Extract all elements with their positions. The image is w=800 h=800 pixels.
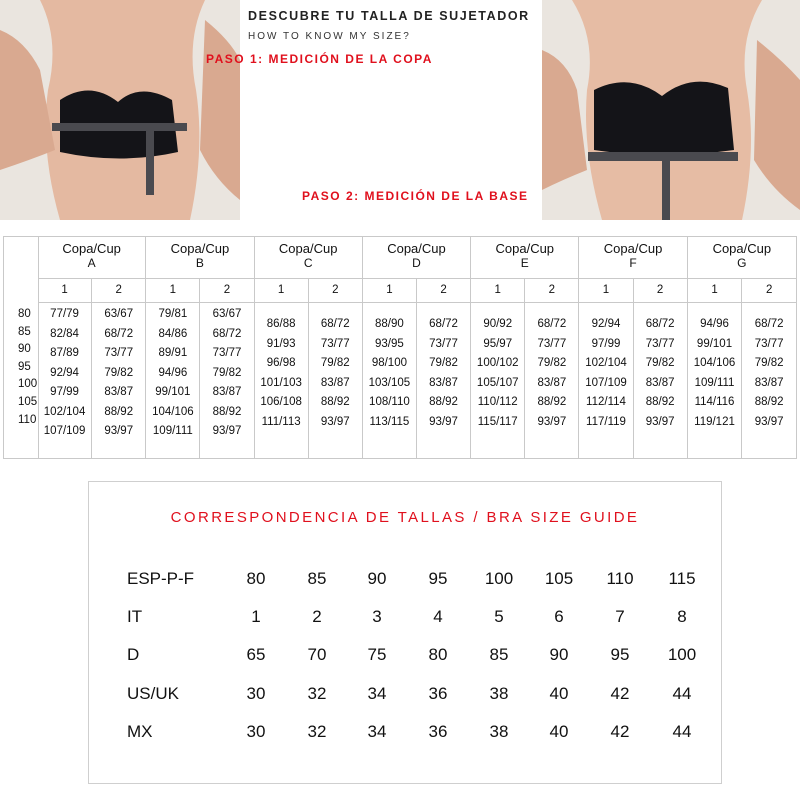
table-cell: 63/67 [212, 308, 242, 320]
size-guide-value: 85 [307, 569, 327, 588]
size-guide-value: 100 [484, 569, 514, 588]
cup-header-label: Copa/Cup [170, 241, 230, 256]
table-cell: 86/88 [266, 318, 296, 330]
table-cell: 68/72 [429, 318, 458, 330]
table-cell: 93/97 [429, 415, 458, 428]
table-cell: 110/112 [477, 396, 518, 408]
table-cell: 83/87 [212, 386, 242, 398]
subheader-2: 2 [765, 284, 773, 296]
cup-header-label: Copa/Cup [495, 241, 555, 256]
size-guide-value: 7 [615, 607, 625, 626]
size-guide-value: 42 [610, 722, 630, 741]
cup-header [471, 237, 578, 279]
table-cell: 113/115 [369, 415, 410, 428]
table-cell: 83/87 [645, 376, 675, 389]
subheader-1: 1 [146, 279, 200, 302]
cup-header-letter: F [629, 256, 637, 270]
cup-header [579, 237, 686, 279]
band-size-column [4, 237, 39, 458]
table-cell: 109/111 [694, 376, 735, 389]
table-cell: 107/109 [43, 425, 86, 437]
table-cell: 93/97 [104, 425, 134, 437]
size-guide-value: 8 [677, 607, 687, 626]
size-guide-value: 34 [367, 684, 387, 703]
cup-subheader [363, 279, 470, 303]
subheader-2: 2 [115, 284, 122, 296]
table-cell: 89/91 [158, 347, 188, 359]
table-cell: 73/77 [645, 337, 675, 350]
table-cell: 88/92 [104, 405, 134, 418]
cup-subheader [38, 279, 145, 303]
table-cell: 79/82 [537, 357, 567, 369]
band-size-label: 95 [18, 360, 31, 373]
cup-subcolumn [38, 303, 92, 459]
subheader-2: 2 [548, 284, 556, 296]
band-size-label: 80 [18, 308, 31, 320]
step2-label: PASO 2: MEDICIÓN DE LA BASE [302, 189, 529, 203]
size-guide-title: CORRESPONDENCIA DE TALLAS / BRA SIZE GUIDE [170, 509, 640, 526]
subheader-1: 1 [255, 279, 309, 302]
cup-subcolumn [200, 303, 253, 459]
table-cell: 92/94 [50, 366, 79, 379]
table-cell: 97/99 [591, 337, 621, 350]
cup-header [146, 237, 253, 279]
cup-subcolumn [146, 303, 200, 459]
table-cell: 111/113 [261, 415, 301, 428]
size-guide-value: 80 [428, 645, 448, 664]
cup-measurement-photo [0, 0, 240, 220]
cup-subcolumn [579, 303, 633, 459]
table-cell: 109/111 [152, 425, 193, 437]
size-guide-value: 34 [367, 722, 387, 741]
table-cell: 104/106 [693, 357, 736, 369]
table-cell: 68/72 [537, 318, 567, 330]
cup-subheader [471, 279, 578, 303]
table-cell: 108/110 [369, 396, 410, 408]
table-cell: 63/67 [104, 308, 134, 320]
size-guide-value: 6 [554, 607, 564, 626]
table-cell: 88/92 [645, 396, 675, 408]
size-guide-value: 36 [428, 684, 448, 703]
cup-subcolumn [417, 303, 470, 459]
table-cell: 88/90 [375, 318, 404, 330]
table-cell: 100/102 [476, 357, 519, 369]
table-cell: 93/97 [320, 415, 350, 428]
table-cell: 117/119 [586, 415, 626, 428]
table-cell: 94/96 [700, 318, 729, 330]
table-cell: 73/77 [320, 337, 350, 350]
size-guide-row [89, 717, 721, 747]
cup-header-label: Copa/Cup [603, 241, 663, 256]
size-guide-value: 85 [489, 645, 509, 664]
size-guide-row [89, 564, 721, 594]
page-title: DESCUBRE TU TALLA DE SUJETADOR [248, 9, 530, 23]
size-guide-value: 44 [672, 684, 692, 703]
cup-header-label: Copa/Cup [712, 241, 772, 256]
table-cell: 102/104 [43, 405, 86, 418]
table-cell: 83/87 [429, 376, 458, 389]
size-guide-box [88, 481, 722, 784]
cup-subcolumn [688, 303, 743, 459]
page-subtitle: HOW TO KNOW MY SIZE? [248, 31, 411, 42]
cup-header-label: Copa/Cup [278, 241, 338, 256]
table-cell: 83/87 [754, 376, 784, 389]
cup-subcolumn [255, 303, 309, 459]
cup-subcolumn [634, 303, 687, 459]
cup-column-g [688, 237, 796, 458]
table-cell: 82/84 [50, 327, 79, 340]
table-cell: 79/82 [645, 357, 675, 369]
table-cell: 97/99 [50, 386, 79, 398]
table-cell: 84/86 [158, 327, 188, 340]
size-guide-row-label: ESP-P-F [127, 569, 195, 588]
subheader-2: 2 [332, 284, 339, 296]
bra-size-table [3, 236, 797, 459]
subheader-1: 1 [579, 279, 633, 302]
table-cell: 104/106 [152, 405, 194, 418]
size-guide-value: 80 [246, 569, 266, 588]
table-cell: 99/101 [155, 386, 191, 398]
cup-body [146, 303, 253, 459]
table-cell: 83/87 [537, 376, 567, 389]
cup-header-letter: E [520, 256, 529, 270]
table-cell: 88/92 [212, 405, 242, 418]
band-size-label: 90 [18, 343, 31, 356]
cup-subheader [688, 279, 796, 303]
table-cell: 90/92 [483, 318, 513, 330]
cup-body [688, 303, 796, 459]
table-cell: 106/108 [260, 396, 302, 408]
table-cell: 101/103 [260, 376, 302, 389]
band-size-label: 105 [18, 395, 38, 408]
table-cell: 79/82 [754, 357, 784, 369]
cup-subcolumn [742, 303, 796, 459]
size-guide-row-label: D [127, 645, 140, 664]
subheader-2: 2 [656, 284, 664, 296]
size-guide-value: 42 [610, 684, 630, 703]
cup-header-letter: A [87, 256, 96, 270]
table-cell: 93/97 [754, 415, 784, 428]
subheader-2: 2 [223, 284, 231, 296]
size-guide-row-label: IT [127, 607, 143, 626]
cup-subcolumn [309, 303, 362, 459]
band-size-label: 110 [18, 413, 37, 426]
size-guide-value: 38 [489, 684, 509, 703]
table-cell: 112/114 [586, 396, 626, 408]
cup-column-c [255, 237, 363, 458]
table-cell: 79/82 [320, 357, 350, 369]
table-cell: 73/77 [212, 347, 242, 359]
table-cell: 94/96 [158, 366, 188, 379]
table-cell: 96/98 [266, 357, 296, 369]
size-guide-row-label: MX [127, 722, 153, 741]
cup-header [363, 237, 470, 279]
band-size-label: 100 [18, 378, 38, 391]
table-cell: 68/72 [320, 318, 350, 330]
table-cell: 73/77 [429, 337, 458, 350]
size-guide-row [89, 640, 721, 670]
size-guide-value: 4 [433, 607, 443, 626]
table-cell: 68/72 [104, 327, 134, 340]
cup-column-a [38, 237, 146, 458]
table-cell: 73/77 [104, 347, 134, 359]
size-guide-value: 40 [549, 684, 569, 703]
cup-subheader [255, 279, 362, 303]
subheader-2: 2 [440, 284, 447, 296]
table-cell: 68/72 [212, 327, 242, 340]
size-guide-value: 32 [307, 684, 327, 703]
table-cell: 83/87 [104, 386, 134, 398]
cup-subheader [579, 279, 686, 303]
subheader-1: 1 [688, 279, 743, 302]
cup-column-b [146, 237, 254, 458]
size-guide-value: 100 [667, 645, 697, 664]
table-cell: 98/100 [371, 357, 407, 369]
cup-body [471, 303, 578, 459]
subheader-1: 1 [363, 279, 417, 302]
table-cell: 93/97 [645, 415, 675, 428]
table-cell: 79/82 [212, 366, 242, 379]
cup-header-label: Copa/Cup [62, 241, 121, 256]
table-cell: 105/107 [476, 376, 519, 389]
size-guide-value: 44 [672, 722, 692, 741]
cup-subcolumn [363, 303, 417, 459]
cup-header-letter: G [737, 256, 747, 270]
cup-header-letter: B [195, 256, 204, 270]
cup-subcolumn [471, 303, 525, 459]
size-guide-row [89, 602, 721, 632]
table-cell: 77/79 [50, 308, 79, 320]
cup-header [38, 237, 145, 279]
table-cell: 73/77 [537, 337, 567, 350]
table-cell: 119/121 [694, 415, 735, 428]
size-guide-row-label: US/UK [127, 684, 179, 703]
size-guide-value: 95 [428, 569, 448, 588]
table-cell: 115/117 [477, 415, 518, 428]
cup-body [255, 303, 362, 459]
table-cell: 87/89 [50, 347, 79, 359]
table-cell: 83/87 [320, 376, 350, 389]
size-guide-value: 90 [367, 569, 387, 588]
cup-header [688, 237, 796, 279]
size-guide-value: 38 [489, 722, 509, 741]
subheader-1: 1 [38, 279, 92, 302]
table-cell: 79/81 [158, 308, 188, 320]
size-guide-value: 3 [372, 607, 382, 626]
table-cell: 107/109 [585, 376, 627, 389]
base-measurement-photo [542, 0, 800, 220]
cup-subcolumn [525, 303, 578, 459]
cup-subcolumn [92, 303, 145, 459]
cup-body [38, 303, 145, 459]
size-guide-value: 75 [367, 645, 387, 664]
band-size-label: 85 [18, 325, 31, 338]
size-guide-value: 95 [610, 645, 630, 664]
size-guide-value: 90 [549, 645, 569, 664]
cup-subheader [146, 279, 253, 303]
cup-column-d [363, 237, 471, 458]
table-cell: 103/105 [368, 376, 411, 389]
cup-header-label: Copa/Cup [387, 241, 446, 256]
size-guide-value: 65 [246, 645, 266, 664]
table-cell: 68/72 [645, 318, 675, 330]
size-guide-value: 1 [251, 607, 261, 626]
cup-body [363, 303, 470, 459]
table-cell: 91/93 [266, 337, 296, 350]
step1-label: PASO 1: MEDICIÓN DE LA COPA [206, 52, 433, 66]
subheader-1: 1 [471, 279, 525, 302]
cup-header [255, 237, 362, 279]
table-cell: 68/72 [754, 318, 784, 330]
size-guide-value: 36 [428, 722, 448, 741]
table-cell: 79/82 [104, 366, 134, 379]
size-guide-value: 30 [246, 684, 266, 703]
table-cell: 73/77 [754, 337, 784, 350]
table-cell: 79/82 [429, 357, 458, 369]
size-guide-value: 40 [549, 722, 569, 741]
table-cell: 93/97 [212, 425, 242, 437]
cup-header-letter: C [303, 256, 313, 270]
cup-column-f [579, 237, 687, 458]
table-cell: 88/92 [320, 396, 350, 408]
cup-column-e [471, 237, 579, 458]
size-guide-value: 70 [307, 645, 327, 664]
table-cell: 92/94 [591, 318, 621, 330]
table-cell: 88/92 [537, 396, 567, 408]
size-guide-value: 32 [307, 722, 327, 741]
table-cell: 114/116 [694, 396, 735, 408]
size-guide-row [89, 679, 721, 709]
table-cell: 95/97 [483, 337, 513, 350]
cup-body [579, 303, 686, 459]
size-guide-value: 105 [544, 569, 574, 588]
table-cell: 93/95 [375, 337, 404, 350]
cup-header-letter: D [412, 256, 421, 270]
size-guide-value: 5 [494, 607, 504, 626]
table-cell: 88/92 [429, 396, 458, 408]
table-cell: 88/92 [754, 396, 784, 408]
size-guide-value: 115 [668, 569, 696, 588]
table-cell: 102/104 [585, 357, 627, 369]
size-guide-value: 2 [312, 607, 322, 626]
size-guide-value: 110 [606, 569, 634, 588]
size-guide-value: 30 [246, 722, 266, 741]
table-cell: 99/101 [696, 337, 733, 350]
table-cell: 93/97 [537, 415, 567, 428]
